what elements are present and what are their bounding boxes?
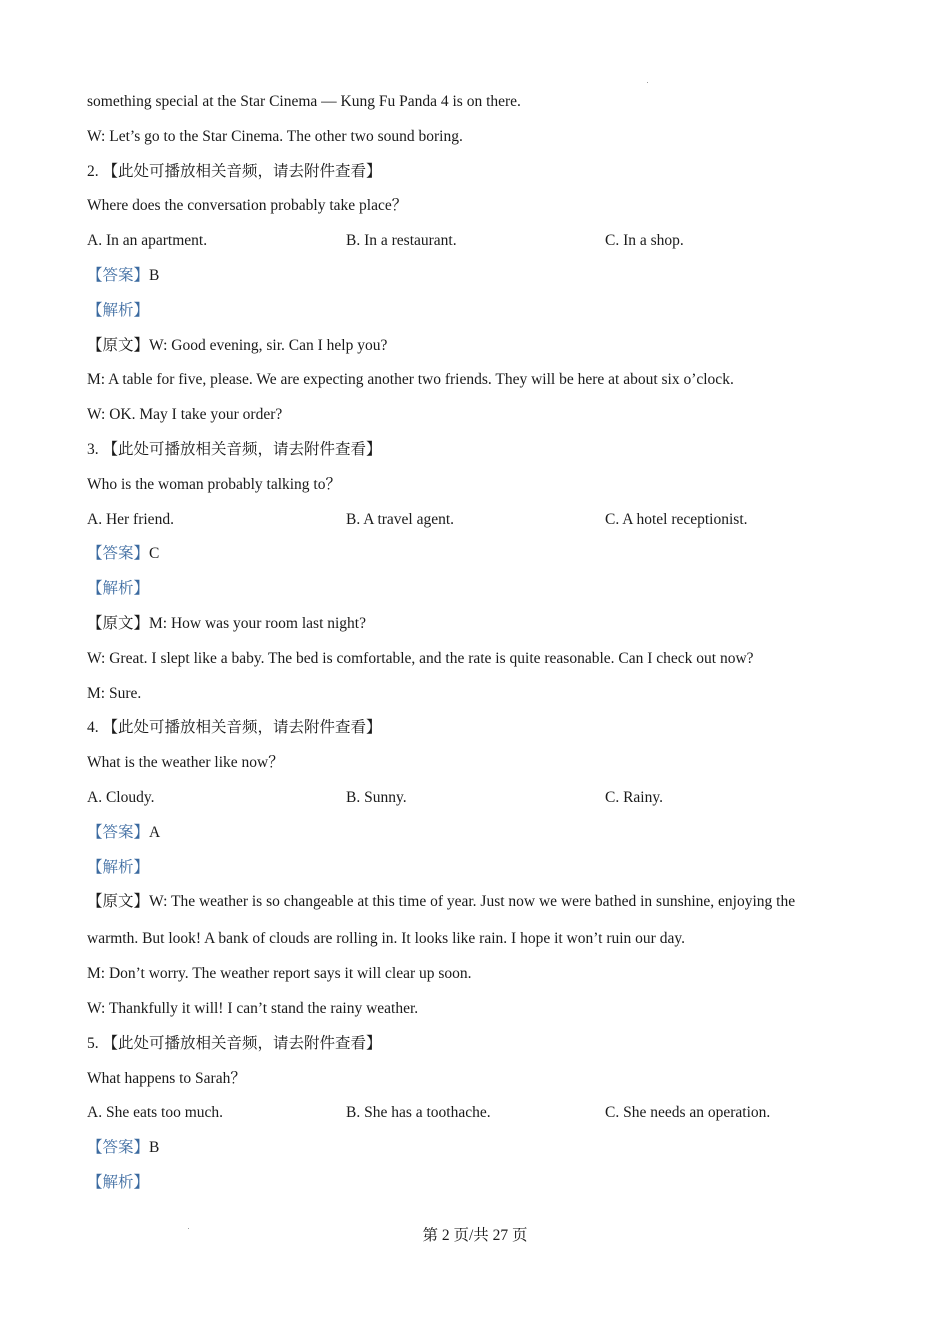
transcript-line: W: Great. I slept like a baby. The bed is comfortable, and the rate is quite reasonable. Can I check out now?: [87, 649, 754, 667]
option-c: C. Rainy.: [605, 788, 663, 806]
answer-line: [87, 266, 877, 286]
analysis-label: 【解析】: [87, 1173, 150, 1191]
analysis-line: [87, 1173, 877, 1193]
option-a: A. Her friend.: [87, 510, 174, 528]
option-c: C. In a shop.: [605, 232, 684, 250]
transcript-line: warmth. But look! A bank of clouds are rolling in. It looks like rain. I hope it won’t ruin our day.: [87, 930, 685, 948]
answer-line: [87, 544, 877, 564]
transcript-line: M: Don’t worry. The weather report says it will clear up soon.: [87, 965, 472, 983]
original-label: 【原文】: [87, 336, 150, 354]
option-c: C. A hotel receptionist.: [605, 510, 748, 528]
analysis-label: 【解析】: [87, 580, 150, 598]
question-heading: 2. 【此处可播放相关音频，请去附件查看】: [87, 162, 382, 180]
transcript-line: M: A table for five, please. We are expecting another two friends. They will be here at about six o’clock.: [87, 371, 734, 389]
analysis-line: [87, 858, 877, 878]
original-text: W: The weather is so changeable at this time of year. Just now we were bathed in sunshine, enjoying the: [149, 893, 796, 911]
answer-value: C: [149, 545, 160, 563]
answer-label: 【答案】: [87, 545, 150, 563]
option-b: B. In a restaurant.: [346, 232, 457, 250]
option-c: C. She needs an operation.: [605, 1104, 771, 1122]
question-heading: 5. 【此处可播放相关音频，请去附件查看】: [87, 1034, 382, 1052]
original-line: [87, 892, 877, 912]
option-b: B. A travel agent.: [346, 510, 455, 528]
answer-label: 【答案】: [87, 266, 150, 284]
page-number: 第 2 页/共 27 页: [422, 1227, 528, 1244]
options-row: [87, 1103, 877, 1123]
scan-speck: [647, 82, 648, 83]
answer-label: 【答案】: [87, 1139, 150, 1157]
transcript-line: something special at the Star Cinema — Kung Fu Panda 4 is on there.: [87, 93, 521, 110]
answer-value: B: [149, 1139, 160, 1157]
question-heading: 3. 【此处可播放相关音频，请去附件查看】: [87, 440, 382, 458]
original-label: 【原文】: [87, 614, 150, 632]
option-a: A. In an apartment.: [87, 232, 208, 250]
answer-line: [87, 1138, 877, 1158]
original-text: M: How was your room last night?: [149, 614, 366, 632]
options-row: [87, 788, 877, 808]
option-a: A. She eats too much.: [87, 1104, 224, 1122]
options-row: [87, 510, 877, 530]
answer-line: [87, 823, 877, 843]
question-text: What is the weather like now？: [87, 754, 284, 772]
answer-value: A: [149, 823, 161, 841]
options-row: [87, 231, 877, 251]
option-b: B. Sunny.: [346, 788, 407, 806]
analysis-line: [87, 301, 877, 321]
document-body: [87, 92, 877, 1208]
original-line: [87, 614, 877, 634]
original-label: 【原文】: [87, 893, 150, 911]
answer-label: 【答案】: [87, 823, 150, 841]
transcript-line: W: Thankfully it will! I can’t stand the rainy weather.: [87, 999, 419, 1017]
question-text: What happens to Sarah？: [87, 1069, 246, 1087]
analysis-label: 【解析】: [87, 858, 150, 876]
transcript-line: M: Sure.: [87, 684, 142, 702]
transcript-line: W: OK. May I take your order?: [87, 406, 283, 424]
question-heading: 4. 【此处可播放相关音频，请去附件查看】: [87, 719, 382, 737]
original-line: [87, 336, 877, 356]
answer-value: B: [149, 266, 160, 284]
question-text: Where does the conversation probably take place？: [87, 197, 408, 215]
transcript-line: W: Let’s go to the Star Cinema. The other two sound boring.: [87, 127, 463, 145]
original-text: W: Good evening, sir. Can I help you?: [149, 336, 388, 354]
question-text: Who is the woman probably talking to？: [87, 475, 341, 493]
analysis-line: [87, 579, 877, 599]
option-b: B. She has a toothache.: [346, 1104, 491, 1122]
option-a: A. Cloudy.: [87, 788, 155, 806]
analysis-label: 【解析】: [87, 301, 150, 319]
